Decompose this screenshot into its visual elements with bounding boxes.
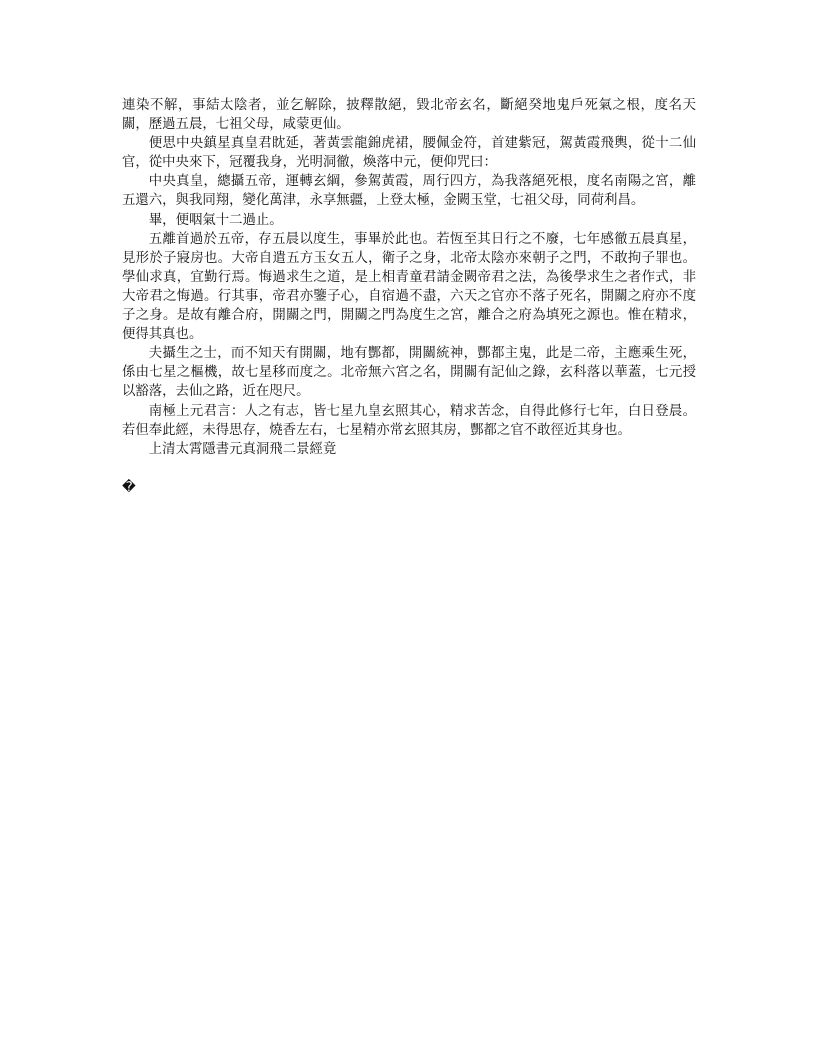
paragraph-6: 夫攝生之士，而不知天有開關，地有酆都，開關統神，酆都主鬼，此是二帝，主應乘生死，係由七星之樞機，故七星移而度之。北帝無六宮之名，開關有記仙之錄，玄科落以華蓋，七元授以豁落，去仙之路，近在咫尺。 (122, 346, 696, 400)
paragraph-1: 連染不解，事結太陰者，並乞解除，披釋散絕，毀北帝玄名，斷絕癸地鬼戶死氣之根，度名天關，歷過五晨，七祖父母，咸蒙更仙。 (122, 98, 696, 133)
closing-title: 上清太霄隱書元真洞飛二景經竟 (148, 441, 337, 457)
replacement-character: � (122, 479, 136, 495)
blank-line (122, 459, 696, 478)
paragraph-3: 中央真皇，總攝五帝，運轉玄綱，參駕黃霞，周行四方，為我落絕死根，度名南陽之宮，離五還六，與我同翔，變化萬津，永享無疆，上登太極，金闕玉堂，七祖父母，同荷利昌。 (122, 174, 696, 209)
paragraph-2: 便思中央鎮星真皇君眈延，著黃雲龍錦虎裙，腰佩金符，首建紫冠，駕黃霞飛輿，從十二仙官，從中央來下，冠覆我身，光明洞徹，煥落中元，便仰咒曰： (122, 136, 696, 171)
paragraph-4: 畢，便咽氣十二過止。 (148, 212, 283, 228)
paragraph-7: 南極上元君言：人之有志，皆七星九皇玄照其心，精求苦念，自得此修行七年，白日登晨。若但奉此經，未得思存，燒香左右，七星精亦常玄照其房，酆都之官不敢徑近其身也。 (122, 403, 696, 438)
paragraph-5: 五離首過於五帝，存五晨以度生，事畢於此也。若恆至其日行之不廢，七年感徹五晨真星，見形於子寢房也。大帝自遣五方玉女五人，衛子之身，北帝太陰亦來朝子之門，不敢拘子罪也。學仙求真，宜勤行焉。悔過求生之道，是上相青童君請金闕帝君之法，為後學求生之者作式，非大帝君之悔過。行其事，帝君亦鑒子心，自宿過不盡，六天之官亦不落子死名，開關之府亦不度子之身。是故有離合府，開關之門，開關之門為度生之宮，離合之府為填死之源也。惟在精求，便得其真也。 (122, 231, 696, 343)
document-page (122, 96, 696, 497)
